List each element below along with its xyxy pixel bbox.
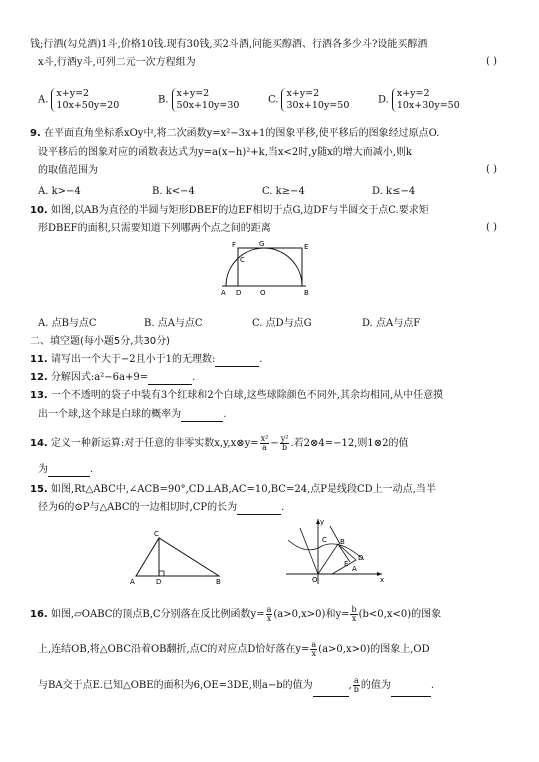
answer-blank[interactable] — [215, 353, 259, 367]
q16-line3: 与BA交于点E.已知△OBE的面积为6,OE=3DE,则a−b的值为 , $\frac{a}{b}$ 的值为 . — [38, 676, 517, 697]
q10-answer-paren: ( ) — [486, 222, 497, 233]
question-number: 10. — [30, 205, 48, 216]
answer-blank[interactable] — [148, 371, 192, 385]
q10-line1: 10. 如图,以AB为直径的半圆与矩形DBEF的边EF相切于点G,边DF与半圆交于点C.要求矩 — [30, 205, 429, 216]
fraction: $\frac{a}{x}$ — [311, 640, 317, 658]
q13-line2: 出一个球,这个球是白球的概率为 . — [38, 409, 227, 420]
section-heading-fill-in: 二、填空题(每小题5分,共30分) — [30, 336, 171, 347]
answer-blank[interactable] — [391, 676, 431, 697]
fraction: $\frac{a}{x}$ — [266, 605, 272, 623]
q8-option-c — [268, 88, 349, 112]
q15-triangle-figure — [128, 528, 224, 586]
option-label: A. — [38, 94, 49, 106]
label-C: C — [240, 256, 245, 264]
question-number: 15. — [30, 484, 48, 495]
question-number: 13. — [30, 390, 48, 401]
fraction: $\frac{b}{x}$ — [351, 605, 357, 623]
answer-blank[interactable] — [237, 501, 281, 515]
equation-system: x+y=2 30x+10y=50 — [281, 88, 349, 112]
label-A: A — [130, 578, 135, 586]
answer-blank[interactable] — [48, 463, 90, 477]
question-number: 12. — [30, 372, 48, 383]
q12: 12. 分解因式:a²−6a+9= . — [30, 372, 196, 383]
label-F: F — [232, 241, 237, 249]
q8-option-a — [38, 88, 119, 112]
q10-semicircle-figure — [218, 238, 318, 296]
question-number: 16. — [30, 609, 48, 620]
fraction: $\frac{\text{y²}}{b}$ — [280, 434, 289, 452]
label-C: C — [322, 536, 327, 544]
label-A: A — [221, 289, 226, 296]
equation-system: x+y=2 50x+10y=30 — [172, 88, 240, 112]
label-O: O — [312, 576, 318, 584]
q9-answer-paren: ( ) — [486, 164, 497, 175]
q8-option-b — [158, 88, 239, 112]
q10-option-a: A. 点B与点C — [38, 318, 97, 329]
q16-line1: 16. 如图,▱OABC的顶点B,C分别落在反比例函数y= $\frac{a}{x}$ (a>0,x>0)和y= $\frac{b}{x}$ (b<0,x<0)的图象 — [30, 605, 442, 623]
label-E: E — [304, 243, 309, 251]
label-C: C — [154, 530, 159, 538]
option-label: D. — [378, 94, 389, 106]
q10-option-b: B. 点A与点C — [144, 318, 203, 329]
q9-line1: 9. 在平面直角坐标系xOy中,将二次函数y=x²−3x+1的图象平移,使平移后的图象经过原点O. — [30, 128, 440, 139]
q10-option-c: C. 点D与点G — [252, 318, 312, 329]
q8-line1: 钱;行酒(勾兑酒)1斗,价格10钱.现有30钱,买2斗酒,问能买醇酒、行酒各多少斗?设能买醇酒 — [30, 39, 428, 50]
label-E: E — [344, 560, 349, 568]
q15-coordinate-figure — [282, 516, 386, 586]
q8-line2: x斗,行酒y斗,可列二元一次方程组为 — [38, 57, 196, 68]
question-number: 14. — [30, 438, 48, 449]
label-D: D — [156, 578, 162, 586]
q14-line1: 14. 定义一种新运算:对于任意的非零实数x,y,x⊗y= $\frac{\text{x²}}{a}$ − $\frac{\text{y²}}{b}$ .若2⊗4=−12,则1⊗2的值 — [30, 434, 409, 452]
q10-line2: 形DBEF的面积,只需要知道下列哪两个点之间的距离 — [38, 223, 271, 234]
label-y: y — [320, 518, 325, 526]
q16-line2: 上,连结OB,将△OBC沿着OB翻折,点C的对应点D恰好落在y= $\frac{a}{x}$ (a>0,x>0)的图象上,OD — [38, 640, 430, 658]
label-B: B — [304, 289, 309, 296]
question-number: 9. — [30, 128, 41, 139]
q10-option-d: D. 点A与点F — [362, 318, 421, 329]
equation-system: x+y=2 10x+30y=50 — [392, 88, 460, 112]
q9-option-d: D. k≤−4 — [372, 186, 416, 197]
q15-line2: 径为6的⊙P与△ABC的一边相切时,CP的长为 . — [38, 502, 285, 513]
q13-line1: 13. 一个不透明的袋子中装有3个红球和2个白球,这些球除颜色不同外,其余均相同,从中任意摸 — [30, 390, 444, 401]
label-B: B — [340, 538, 345, 546]
fraction: $\frac{\text{x²}}{a}$ — [260, 434, 269, 452]
q9-line3: 的取值范围为 — [38, 165, 98, 176]
label-x: x — [380, 576, 385, 584]
answer-blank[interactable] — [313, 676, 349, 697]
q9-option-a: A. k>−4 — [38, 186, 81, 197]
q9-option-c: C. k≥−4 — [262, 186, 305, 197]
q11: 11. 请写出一个大于−2且小于1的无理数: . — [30, 354, 263, 365]
label-B: B — [216, 578, 221, 586]
q9-option-b: B. k<−4 — [152, 186, 195, 197]
option-label: B. — [158, 94, 169, 106]
q15-line1: 15. 如图,Rt△ABC中,∠ACB=90°,CD⊥AB,AC=10,BC=24,点P是线段CD上一动点,当半 — [30, 484, 436, 495]
equation-system: x+y=2 10x+50y=20 — [51, 88, 119, 112]
answer-blank[interactable] — [181, 408, 223, 422]
question-number: 11. — [30, 354, 48, 365]
label-D: D — [236, 289, 242, 296]
option-label: C. — [268, 94, 279, 106]
label-G: G — [259, 240, 265, 248]
label-O: O — [260, 289, 266, 296]
label-D: D — [358, 554, 364, 562]
q8-option-d — [378, 88, 460, 112]
q8-answer-paren: ( ) — [486, 56, 497, 67]
fraction: $\frac{a}{b}$ — [353, 676, 359, 694]
q14-line2: 为 . — [38, 464, 94, 475]
label-A: A — [352, 565, 357, 573]
q9-line2: 设平移后的图象对应的函数表达式为y=a(x−h)²+k,当x<2时,y随x的增大而减小,则k — [38, 147, 412, 158]
